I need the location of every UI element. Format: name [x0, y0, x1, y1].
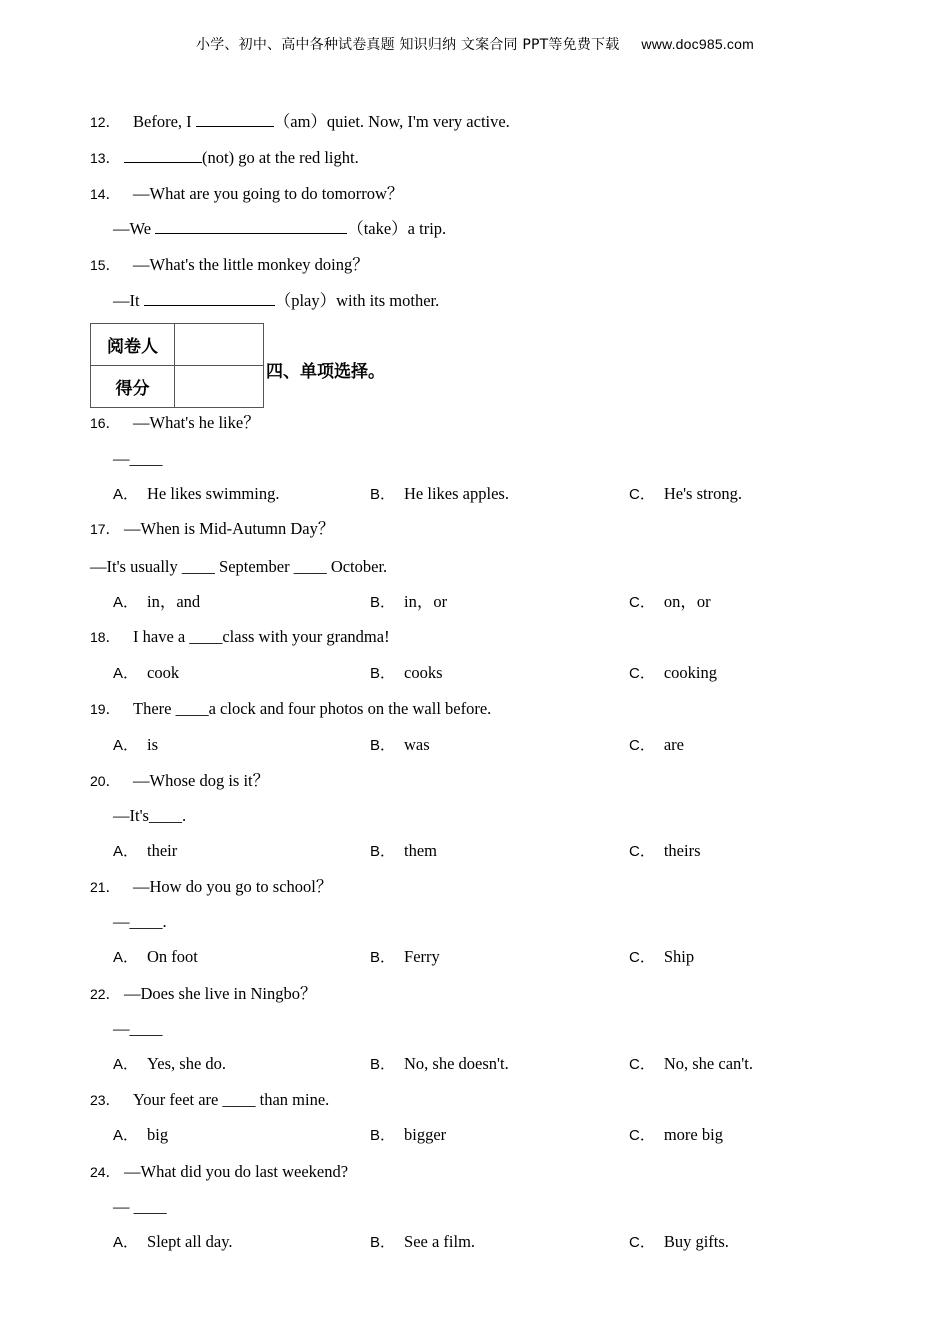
answer-blank[interactable]: [155, 219, 347, 234]
question-14: 14． —What are you going to do tomorrow？: [90, 184, 404, 203]
question-18: 18． I have a ____class with your grandma!: [90, 627, 390, 646]
answer-blank[interactable]: [144, 291, 275, 306]
question-24: 24． —What did you do last weekend?: [90, 1162, 349, 1181]
option-b[interactable]: B． Ferry: [370, 947, 440, 966]
question-13: 13． (not) go at the red light.: [90, 148, 359, 167]
option-b[interactable]: B． was: [370, 735, 430, 754]
page-header: [0, 34, 950, 54]
question-24-answer: — ____: [113, 1197, 167, 1216]
option-c[interactable]: C． Buy gifts.: [629, 1232, 729, 1251]
question-14-answer: —We （take）a trip.: [113, 219, 447, 238]
option-c[interactable]: C． Ship: [629, 947, 695, 966]
header-text: 小学、初中、高中各种试卷真题 知识归纳 文案合同 PPT等免费下载: [196, 37, 620, 53]
question-20: 20． —Whose dog is it？: [90, 771, 270, 790]
option-a[interactable]: A． Yes, she do.: [113, 1054, 227, 1073]
question-17-answer: —It's usually ____ September ____ October.: [90, 557, 388, 576]
score-label: 得分: [91, 366, 175, 408]
option-c[interactable]: C． on，or: [629, 592, 711, 611]
option-a[interactable]: A． is: [113, 735, 159, 754]
question-17: 17． —When is Mid-Autumn Day？: [90, 519, 335, 538]
question-16-answer: —____: [113, 449, 163, 468]
question-15: 15． —What's the little monkey doing？: [90, 255, 369, 274]
question-23: 23． Your feet are ____ than mine.: [90, 1090, 330, 1109]
option-a[interactable]: A． their: [113, 841, 178, 860]
answer-blank[interactable]: [124, 148, 202, 163]
question-22-answer: —____: [113, 1019, 163, 1038]
reviewer-cell[interactable]: [175, 324, 264, 366]
option-b[interactable]: B． cooks: [370, 663, 443, 682]
option-a[interactable]: A． He likes swimming.: [113, 484, 280, 503]
option-b[interactable]: B． them: [370, 841, 438, 860]
option-b[interactable]: B． No, she doesn't.: [370, 1054, 509, 1073]
score-cell[interactable]: [175, 366, 264, 408]
option-c[interactable]: C． more big: [629, 1125, 723, 1144]
option-c[interactable]: C． are: [629, 735, 684, 754]
question-19: 19． There ____a clock and four photos on the wall before.: [90, 699, 492, 718]
option-b[interactable]: B． bigger: [370, 1125, 447, 1144]
option-a[interactable]: A． in，and: [113, 592, 201, 611]
option-a[interactable]: A． On foot: [113, 947, 198, 966]
question-20-answer: —It's____.: [113, 806, 187, 825]
answer-blank[interactable]: [196, 112, 274, 127]
option-a[interactable]: A． big: [113, 1125, 169, 1144]
header-site: www.doc985.com: [641, 36, 754, 52]
question-22: 22． —Does she live in Ningbo？: [90, 984, 317, 1003]
section-title: 四、单项选择。: [266, 362, 385, 382]
question-16: 16． —What's he like？: [90, 413, 260, 432]
score-table: [90, 323, 264, 408]
question-12: 12． Before, I （am）quiet. Now, I'm very active.: [90, 112, 510, 131]
option-b[interactable]: B． in，or: [370, 592, 448, 611]
option-b[interactable]: B． See a film.: [370, 1232, 476, 1251]
reviewer-label: 阅卷人: [91, 324, 175, 366]
option-b[interactable]: B． He likes apples.: [370, 484, 509, 503]
option-c[interactable]: C． He's strong.: [629, 484, 742, 503]
question-21-answer: —____.: [113, 912, 167, 931]
question-15-answer: —It （play）with its mother.: [113, 291, 440, 310]
option-a[interactable]: A． Slept all day.: [113, 1232, 233, 1251]
option-c[interactable]: C． theirs: [629, 841, 701, 860]
option-c[interactable]: C． cooking: [629, 663, 718, 682]
question-21: 21． —How do you go to school？: [90, 877, 333, 896]
option-a[interactable]: A． cook: [113, 663, 180, 682]
option-c[interactable]: C． No, she can't.: [629, 1054, 753, 1073]
